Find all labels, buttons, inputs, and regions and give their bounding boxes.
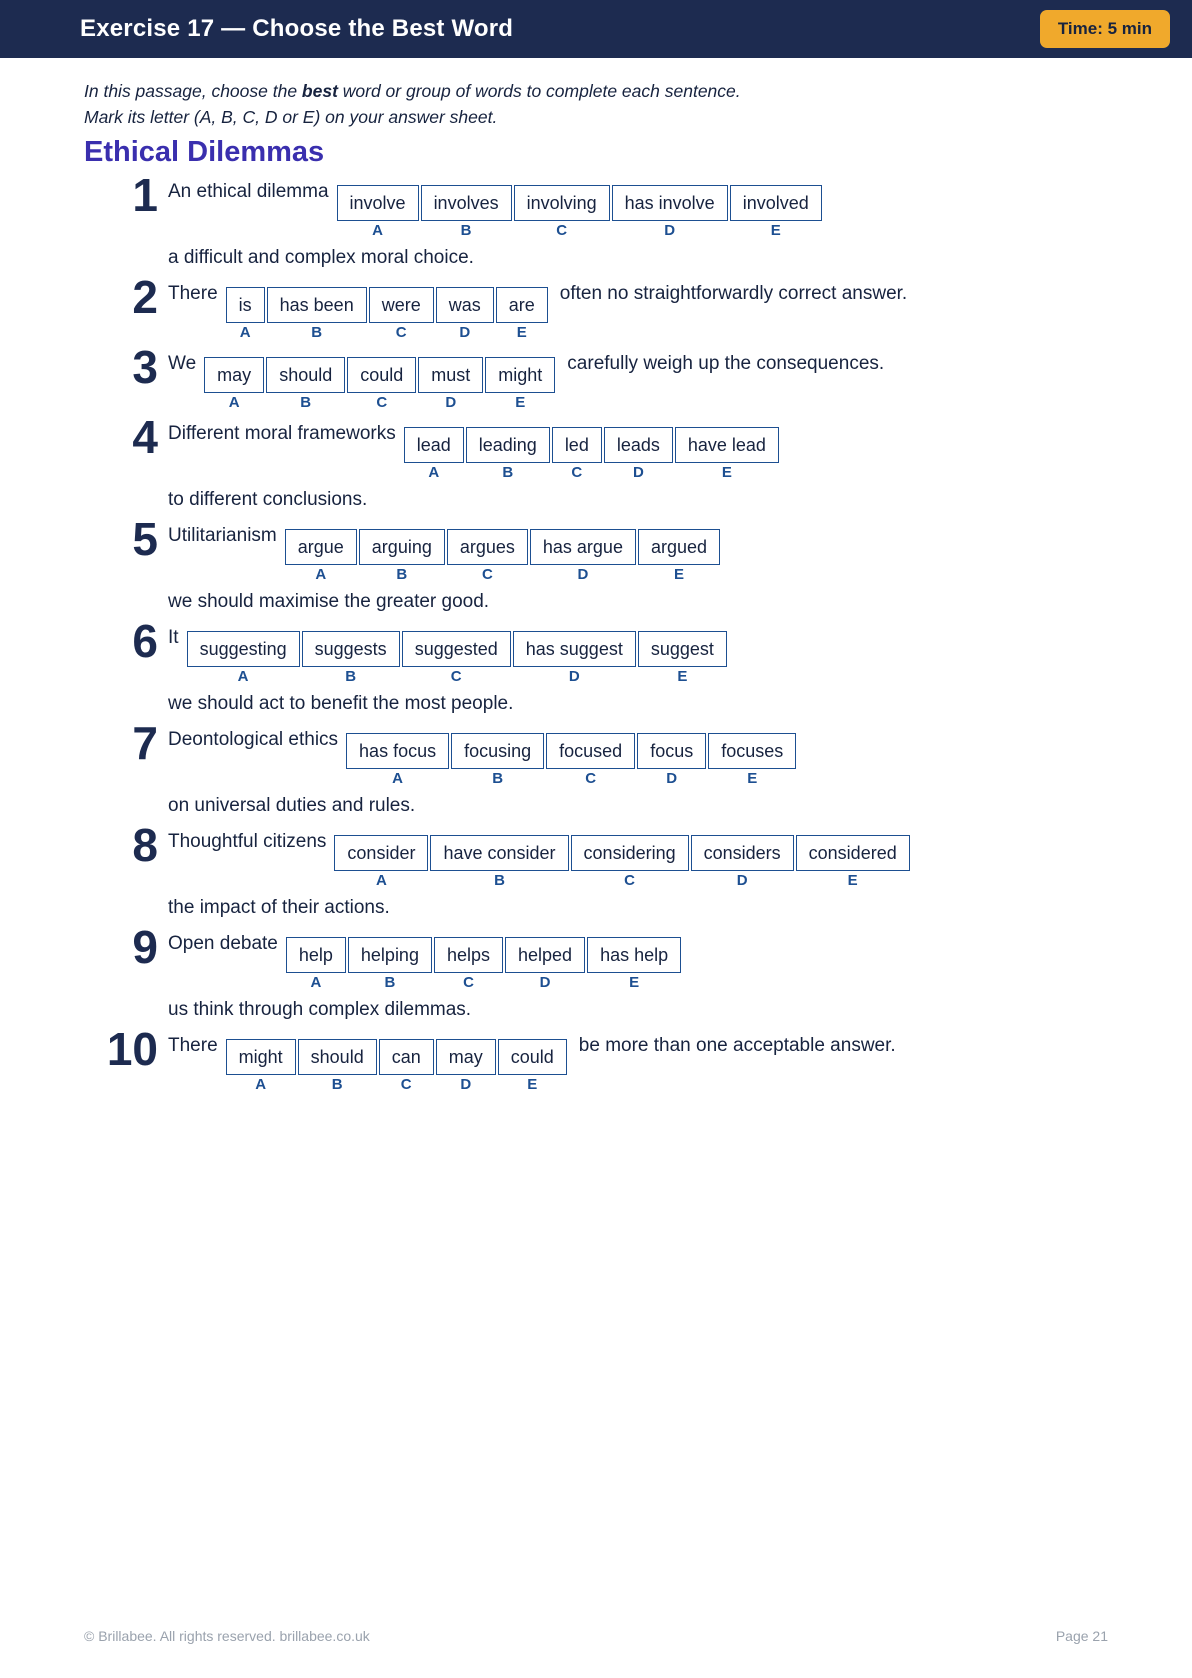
answer-option[interactable] [402, 631, 511, 685]
answer-option-box[interactable]: have consider [430, 835, 568, 871]
question-line [168, 723, 1152, 787]
answer-option-letter: B [300, 394, 312, 411]
answer-option-letter: B [396, 566, 408, 583]
question-item [84, 1023, 1152, 1093]
answer-options [187, 631, 729, 685]
answer-option-letter: E [770, 222, 781, 239]
question-number: 1 [132, 169, 158, 221]
question-lead-text: There [168, 1035, 218, 1056]
answer-option[interactable] [604, 427, 673, 481]
answer-option-box[interactable]: considers [691, 835, 794, 871]
answer-option[interactable] [404, 427, 464, 481]
question-lead-text: Utilitarianism [168, 525, 277, 546]
answer-option[interactable] [552, 427, 602, 481]
answer-option[interactable] [421, 185, 512, 239]
answer-option-box[interactable]: helped [505, 937, 585, 973]
question-item [84, 615, 1152, 717]
answer-option-letter: C [481, 566, 493, 583]
question-number: 2 [132, 271, 158, 323]
answer-option-box[interactable]: arguing [359, 529, 445, 565]
answer-options [226, 287, 550, 341]
answer-option[interactable] [436, 287, 494, 341]
answer-option-box[interactable]: are [496, 287, 548, 323]
answer-option-box[interactable]: suggests [302, 631, 400, 667]
answer-option[interactable] [546, 733, 635, 787]
answer-option-box[interactable]: involving [514, 185, 610, 221]
answer-option-box[interactable]: was [436, 287, 494, 323]
answer-option-box[interactable]: must [418, 357, 483, 393]
answer-option-letter: B [331, 1076, 343, 1093]
answer-option-box[interactable]: led [552, 427, 602, 463]
answer-option-box[interactable]: were [369, 287, 434, 323]
question-number: 10 [106, 1023, 158, 1075]
answer-option[interactable] [418, 357, 483, 411]
answer-option-letter: A [239, 324, 251, 341]
answer-option[interactable] [347, 357, 416, 411]
answer-option-box[interactable]: leading [466, 427, 550, 463]
answer-option[interactable] [298, 1039, 377, 1093]
answer-option[interactable] [514, 185, 610, 239]
answer-option-letter: A [255, 1076, 267, 1093]
answer-option[interactable] [513, 631, 636, 685]
answer-option-box[interactable]: might [485, 357, 555, 393]
question-lead-text: Thoughtful citizens [168, 831, 327, 852]
answer-option[interactable] [451, 733, 544, 787]
answer-option-letter: B [384, 974, 396, 991]
question-trailing-text: often no straightforwardly correct answer. [559, 283, 908, 304]
answer-options [285, 529, 722, 583]
answer-option-letter: D [539, 974, 551, 991]
answer-options [337, 185, 824, 239]
question-number: 4 [132, 411, 158, 463]
answer-option-box[interactable]: considering [571, 835, 689, 871]
answer-option-letter: C [463, 974, 474, 991]
question-item [84, 169, 1152, 271]
exercise-header [0, 0, 1192, 58]
question-line [168, 519, 1152, 583]
answer-options [204, 357, 557, 411]
answer-option-letter: D [459, 324, 471, 341]
question-lead-text: Open debate [168, 933, 278, 954]
answer-option[interactable] [496, 287, 548, 341]
answer-option-letter: E [721, 464, 732, 481]
answer-option-box[interactable]: focused [546, 733, 635, 769]
answer-option-box[interactable]: suggest [638, 631, 727, 667]
answer-option-letter: C [395, 324, 407, 341]
answer-options [334, 835, 911, 889]
question-tail-text: on universal duties and rules. [168, 795, 416, 816]
answer-option-box[interactable]: leads [604, 427, 673, 463]
instructions-line-1-after: word or group of words to complete each sentence. [337, 81, 741, 101]
instructions [84, 78, 1152, 130]
answer-option-letter: A [428, 464, 440, 481]
answer-option-box[interactable]: focus [637, 733, 706, 769]
instructions-line-1 [84, 78, 1152, 104]
worksheet-content [0, 58, 1192, 1093]
answer-option-letter: A [237, 668, 249, 685]
question-number: 6 [132, 615, 158, 667]
answer-option-letter: C [400, 1076, 412, 1093]
question-line [168, 927, 1152, 991]
answer-option[interactable] [638, 529, 720, 583]
question-item [84, 717, 1152, 819]
answer-option-letter: C [624, 872, 635, 889]
answer-option-box[interactable]: may [436, 1039, 496, 1075]
question-line [168, 347, 1152, 411]
answer-option-box[interactable]: has help [587, 937, 681, 973]
answer-option[interactable] [675, 427, 779, 481]
answer-options [404, 427, 781, 481]
answer-option-box[interactable]: focuses [708, 733, 796, 769]
answer-option-box[interactable]: involves [421, 185, 512, 221]
answer-options [226, 1039, 569, 1093]
answer-option-box[interactable]: could [498, 1039, 567, 1075]
answer-option[interactable] [796, 835, 910, 889]
question-number: 9 [132, 921, 158, 973]
footer-page-number: Page 21 [1055, 1628, 1108, 1644]
answer-option[interactable] [369, 287, 434, 341]
answer-option-letter: E [847, 872, 858, 889]
question-lead-text: An ethical dilemma [168, 181, 329, 202]
question-line [168, 277, 1152, 341]
answer-option[interactable] [334, 835, 428, 889]
answer-option[interactable] [379, 1039, 434, 1093]
answer-option-letter: E [673, 566, 684, 583]
answer-option[interactable] [447, 529, 528, 583]
footer-copyright: © Brillabee. All rights reserved. brillabee.co.uk [84, 1628, 370, 1644]
answer-option-box[interactable]: might [226, 1039, 296, 1075]
answer-option-letter: B [460, 222, 472, 239]
answer-option-box[interactable]: has suggest [513, 631, 636, 667]
answer-option-box[interactable]: helps [434, 937, 503, 973]
answer-option-box[interactable]: has argue [530, 529, 636, 565]
answer-option[interactable] [436, 1039, 496, 1093]
answer-option-letter: E [515, 394, 526, 411]
answer-option-box[interactable]: help [286, 937, 346, 973]
answer-option[interactable] [266, 357, 345, 411]
question-item [84, 513, 1152, 615]
answer-option[interactable] [302, 631, 400, 685]
answer-option-box[interactable]: helping [348, 937, 432, 973]
answer-options [346, 733, 798, 787]
question-tail-text: us think through complex dilemmas. [168, 999, 472, 1020]
answer-option[interactable] [708, 733, 796, 787]
answer-option-letter: C [585, 770, 597, 787]
answer-option[interactable] [485, 357, 555, 411]
answer-option-box[interactable]: could [347, 357, 416, 393]
question-item [84, 921, 1152, 1023]
answer-option-letter: D [736, 872, 748, 889]
answer-option[interactable] [434, 937, 503, 991]
instructions-line-1-before: In this passage, choose the [84, 81, 302, 101]
page-footer [0, 1628, 1192, 1644]
answer-option-letter: D [632, 464, 644, 481]
answer-option-letter: E [747, 770, 758, 787]
answer-option-letter: A [376, 872, 387, 889]
answer-option-letter: B [311, 324, 323, 341]
timer-badge: Time: 5 min [1040, 10, 1170, 48]
answer-option-letter: E [677, 668, 688, 685]
answer-option-box[interactable]: may [204, 357, 264, 393]
answer-option[interactable] [530, 529, 636, 583]
answer-option-letter: E [516, 324, 527, 341]
answer-option-box[interactable]: should [266, 357, 345, 393]
answer-option-letter: E [629, 974, 640, 991]
question-line [168, 825, 1152, 889]
answer-option-letter: A [310, 974, 322, 991]
question-lead-text: Deontological ethics [168, 729, 339, 750]
question-line [168, 1029, 1152, 1093]
answer-option-box[interactable]: considered [796, 835, 910, 871]
question-item [84, 819, 1152, 921]
answer-option-letter: D [460, 1076, 472, 1093]
answer-option[interactable] [285, 529, 357, 583]
answer-option-box[interactable]: is [226, 287, 265, 323]
answer-option[interactable] [612, 185, 728, 239]
answer-option-box[interactable]: involve [337, 185, 419, 221]
question-item [84, 411, 1152, 513]
question-list [84, 169, 1152, 1093]
answer-option[interactable] [204, 357, 264, 411]
question-item [84, 271, 1152, 341]
answer-option-box[interactable]: suggesting [187, 631, 300, 667]
answer-option-letter: A [228, 394, 240, 411]
answer-option[interactable] [637, 733, 706, 787]
answer-option-letter: B [492, 770, 504, 787]
answer-option[interactable] [346, 733, 449, 787]
answer-option[interactable] [187, 631, 300, 685]
answer-option-box[interactable]: focusing [451, 733, 544, 769]
answer-option[interactable] [359, 529, 445, 583]
answer-option-letter: D [445, 394, 457, 411]
answer-option-letter: D [664, 222, 676, 239]
answer-option-letter: C [571, 464, 583, 481]
question-lead-text: We [168, 353, 197, 374]
answer-option-box[interactable]: argues [447, 529, 528, 565]
answer-option[interactable] [587, 937, 681, 991]
question-lead-text: There [168, 283, 218, 304]
answer-option-letter: C [556, 222, 568, 239]
answer-option[interactable] [691, 835, 794, 889]
answer-option-letter: C [450, 668, 462, 685]
answer-option-letter: D [666, 770, 678, 787]
question-line [168, 175, 1152, 239]
question-lead-text: Different moral frameworks [168, 423, 396, 444]
answer-option-letter: C [376, 394, 388, 411]
answer-option[interactable] [505, 937, 585, 991]
answer-option-letter: D [577, 566, 589, 583]
answer-option-letter: D [568, 668, 580, 685]
answer-option[interactable] [571, 835, 689, 889]
answer-option[interactable] [267, 287, 367, 341]
answer-option[interactable] [638, 631, 727, 685]
answer-option-letter: A [392, 770, 403, 787]
answer-option-letter: B [345, 668, 357, 685]
answer-option[interactable] [430, 835, 568, 889]
answer-option[interactable] [466, 427, 550, 481]
answer-option-box[interactable]: suggested [402, 631, 511, 667]
instructions-emphasis: best [301, 81, 338, 101]
answer-option-box[interactable]: have lead [675, 427, 779, 463]
answer-option-letter: B [502, 464, 514, 481]
answer-option-letter: A [315, 566, 327, 583]
question-tail-text: we should act to benefit the most people. [168, 693, 514, 714]
exercise-title: Exercise 17 — Choose the Best Word [80, 15, 514, 42]
answer-option-box[interactable]: consider [334, 835, 428, 871]
answer-option[interactable] [498, 1039, 567, 1093]
question-item [84, 341, 1152, 411]
question-number: 8 [132, 819, 158, 871]
passage-title: Ethical Dilemmas [84, 136, 325, 168]
instructions-line-2: Mark its letter (A, B, C, D or E) on your answer sheet. [84, 107, 498, 127]
question-tail-text: the impact of their actions. [168, 897, 390, 918]
answer-option[interactable] [226, 287, 265, 341]
answer-option-box[interactable]: argued [638, 529, 720, 565]
question-trailing-text: be more than one acceptable answer. [578, 1035, 896, 1056]
answer-option-letter: A [372, 222, 383, 239]
question-number: 7 [132, 717, 158, 769]
question-number: 5 [132, 513, 158, 565]
question-line [168, 621, 1152, 685]
answer-option[interactable] [348, 937, 432, 991]
answer-option-letter: E [527, 1076, 538, 1093]
answer-option-box[interactable]: lead [404, 427, 464, 463]
answer-option[interactable] [337, 185, 419, 239]
answer-option-box[interactable]: should [298, 1039, 377, 1075]
question-lead-text: It [168, 627, 179, 648]
answer-option-letter: B [494, 872, 505, 889]
question-number: 3 [132, 341, 158, 393]
question-trailing-text: carefully weigh up the consequences. [567, 353, 885, 374]
answer-option[interactable] [226, 1039, 296, 1093]
answer-option-box[interactable]: argue [285, 529, 357, 565]
question-tail-text: a difficult and complex moral choice. [168, 247, 474, 268]
answer-option-box[interactable]: involved [730, 185, 822, 221]
answer-option[interactable] [286, 937, 346, 991]
question-tail-text: to different conclusions. [168, 489, 368, 510]
answer-option-box[interactable]: has involve [612, 185, 728, 221]
answer-option-box[interactable]: has focus [346, 733, 449, 769]
question-tail-text: we should maximise the greater good. [168, 591, 490, 612]
answer-option-box[interactable]: has been [267, 287, 367, 323]
answer-option-box[interactable]: can [379, 1039, 434, 1075]
answer-options [286, 937, 683, 991]
question-line [168, 417, 1152, 481]
answer-option[interactable] [730, 185, 822, 239]
